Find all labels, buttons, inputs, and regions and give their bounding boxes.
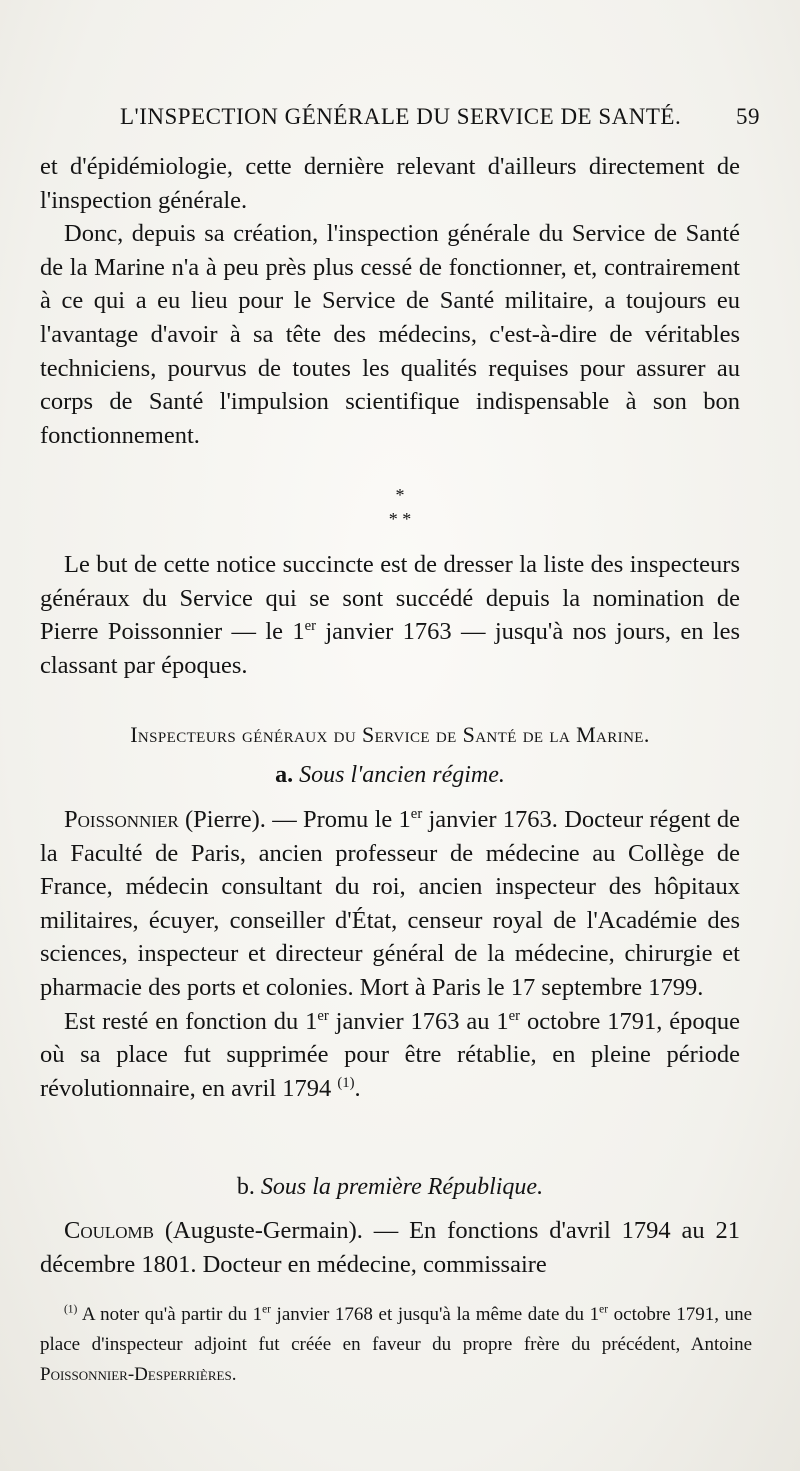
tenure-sup-1: er — [317, 1007, 329, 1024]
notice-text-a: Le but de cette notice succincte est de dresser la liste des inspecteurs généraux du Service qui se sont succédé depuis la nomination de Pierre Poissonnier — le 1 — [40, 551, 740, 646]
footnote-text-a: A noter qu'à partir du 1 — [77, 1304, 263, 1325]
running-header — [40, 104, 760, 130]
tenure-text-c: octobre 1791, époque où sa place fut supprimée pour être rétablie, en pleine période révolutionnaire, en avril 1794 — [40, 1007, 740, 1102]
subheading-title-b: Sous la première République. — [260, 1174, 544, 1200]
subheading-title-a: Sous l'ancien régime. — [299, 762, 505, 788]
poissonnier-text-a: (Pierre). — Promu le 1 — [178, 806, 411, 833]
tenure-text-d: . — [354, 1074, 361, 1102]
footnote-text-b: janvier 1768 et jusqu'à la même date du 1 — [270, 1304, 600, 1325]
tenure-sup-2: er — [508, 1007, 521, 1024]
paragraph-inspection: Donc, depuis sa création, l'inspection générale du Service de Santé de la Marine n'a à peu près plus cessé de fonctionner, et, contrairement à ce qui a eu lieu pour le Service de Santé militaire, a toujours eu l'avantage d'avoir à sa tête des médecins, c'est-à-dire de véritables techniciens, pourvus de toutes les qualités requises pour assurer au corps de Santé l'impulsion scientifique indispensable à son bon fonctionnement. — [40, 220, 740, 449]
footnote-reference: (1) — [337, 1074, 355, 1091]
poissonnier-sup: er — [410, 805, 423, 822]
person-name-coulomb: Coulomb — [64, 1217, 155, 1244]
coulomb-text: (Auguste-Germain). — En fonctions d'avril 1794 au 21 décembre 1801. Docteur en médecine, commissaire — [40, 1217, 740, 1278]
notice-text-b: janvier 1763 — jusqu'à nos jours, en les classant par époques. — [40, 618, 740, 679]
running-title: L'INSPECTION GÉNÉRALE DU SERVICE DE SANTÉ. — [120, 104, 682, 129]
footnote-text-d: . — [231, 1364, 237, 1385]
asterism-top: * — [395, 485, 405, 505]
entry-coulomb — [40, 1214, 740, 1281]
tenure-text-b: janvier 1763 au 1 — [328, 1007, 509, 1035]
text-block-coulomb — [40, 1214, 740, 1281]
text-block-notice — [40, 548, 740, 682]
asterism-bottom: * * — [388, 509, 412, 529]
entry-poissonnier-tenure — [40, 1005, 740, 1106]
footnote-marker: (1) — [64, 1303, 78, 1316]
paragraph-continued: et d'épidémiologie, cette dernière relevant d'ailleurs directement de l'inspection générale. — [40, 153, 740, 214]
paragraph-notice — [40, 548, 740, 682]
person-name-poissonnier: Poissonnier — [64, 806, 179, 833]
footnote-sup-2: er — [599, 1303, 609, 1316]
section-heading: Inspecteurs généraux du Service de Santé de la Marine. — [130, 722, 650, 747]
text-block-top — [40, 150, 740, 452]
entry-poissonnier — [40, 803, 740, 1005]
subheading-letter-b: b. — [236, 1174, 255, 1200]
footnote-text-c: octobre 1791, une place d'inspecteur adjoint fut créée en faveur du propre frère du précédent, Antoine — [40, 1304, 752, 1355]
footnote-text — [40, 1300, 752, 1390]
subheading-premiere-republique — [40, 1174, 740, 1201]
text-block-poissonnier — [40, 803, 740, 1105]
subheading-ancien-regime — [40, 762, 740, 789]
footnote-person-name: Poissonnier-Desperrières — [40, 1364, 232, 1385]
poissonnier-text-b: janvier 1763. Docteur régent de la Faculté de Paris, ancien professeur de médecine au Collège de France, médecin consultant du roi, ancien inspecteur des hôpitaux militaires, écuyer, conseiller d'État, censeur royal de l'Académie des sciences, inspecteur et directeur général de la médecine, chirurgie et pharmacie des ports et colonies. Mort à Paris le 17 septembre 1799. — [40, 806, 740, 1001]
subheading-letter-a: a. — [275, 762, 294, 788]
footnote-sup-1: er — [262, 1303, 271, 1316]
page-number: 59 — [736, 104, 760, 129]
notice-sup: er — [304, 618, 316, 635]
footnote — [40, 1300, 752, 1390]
tenure-text-a: Est resté en fonction du 1 — [64, 1007, 318, 1035]
